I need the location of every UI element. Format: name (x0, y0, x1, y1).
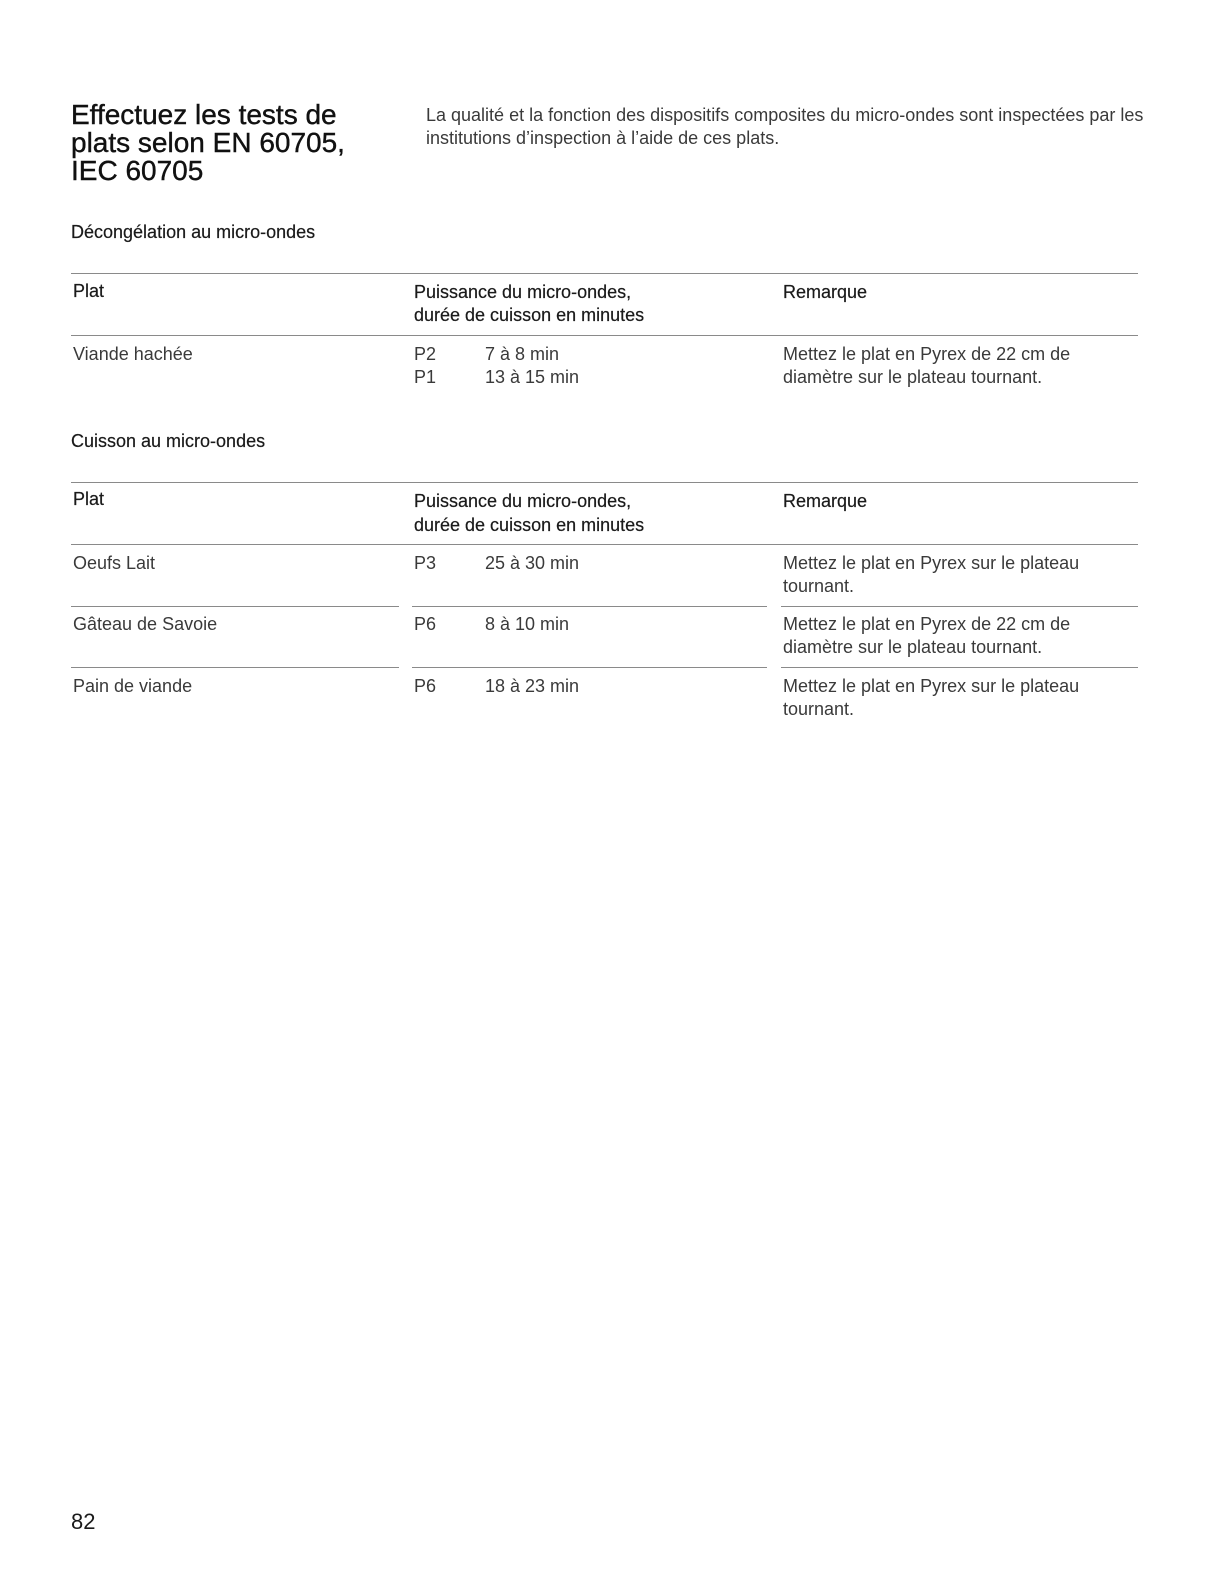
page-title: Effectuez les tests de plats selon EN 60705, IEC 60705 (71, 99, 345, 186)
defrost-section-title: Décongélation au micro-ondes (71, 222, 316, 242)
table-row-remark-line1: Mettez le plat en Pyrex sur le plateau (783, 553, 1080, 573)
cooking-table-top-rule (71, 482, 1138, 483)
table-row-remark-line2: diamètre sur le plateau tournant. (783, 367, 1043, 387)
cooking-time: 7 à 8 min (485, 344, 560, 364)
table-row-remark-line1: Mettez le plat en Pyrex sur le plateau (783, 676, 1080, 696)
cooking-header-power-line2: durée de cuisson en minutes (414, 515, 645, 535)
cooking-time: 25 à 30 min (485, 553, 580, 573)
table-row-dish: Gâteau de Savoie (73, 614, 218, 634)
defrost-header-power-line1: Puissance du micro-ondes, (414, 282, 632, 302)
cooking-header-power-line1: Puissance du micro-ondes, (414, 491, 632, 511)
cooking-time: 8 à 10 min (485, 614, 570, 634)
table-row-dish: Viande hachée (73, 344, 193, 364)
row-rule-remark (781, 606, 1138, 607)
defrost-header-remark: Remarque (783, 282, 868, 302)
page-number: 82 (71, 1509, 96, 1534)
power-level: P3 (414, 553, 437, 573)
table-row-remark-line2: tournant. (783, 576, 855, 596)
cooking-time: 18 à 23 min (485, 676, 580, 696)
cooking-header-rule (71, 544, 1138, 545)
cooking-header-dish: Plat (73, 489, 105, 509)
cooking-time: 13 à 15 min (485, 367, 580, 387)
power-level: P2 (414, 344, 437, 364)
table-row-remark-line2: tournant. (783, 699, 855, 719)
table-row-dish: Pain de viande (73, 676, 193, 696)
power-level: P6 (414, 614, 437, 634)
table-row-remark-line1: Mettez le plat en Pyrex de 22 cm de (783, 614, 1071, 634)
cooking-section-title: Cuisson au micro-ondes (71, 431, 266, 451)
defrost-header-power-line2: durée de cuisson en minutes (414, 305, 645, 325)
table-row-dish: Oeufs Lait (73, 553, 156, 573)
intro-paragraph: La qualité et la fonction des dispositifs composites du micro-ondes sont inspectées par les institutions d’inspection à l’aide de ces plats. (426, 105, 1144, 148)
power-level: P6 (414, 676, 437, 696)
row-rule-remark (781, 667, 1138, 668)
defrost-table-top-rule (71, 273, 1138, 274)
defrost-header-rule (71, 335, 1138, 336)
row-rule-power (412, 667, 767, 668)
cooking-header-remark: Remarque (783, 491, 868, 511)
power-level: P1 (414, 367, 437, 387)
table-row-remark-line1: Mettez le plat en Pyrex de 22 cm de (783, 344, 1071, 364)
row-rule-dish (71, 606, 399, 607)
row-rule-dish (71, 667, 399, 668)
row-rule-power (412, 606, 767, 607)
defrost-header-dish: Plat (73, 281, 105, 301)
table-row-remark-line2: diamètre sur le plateau tournant. (783, 637, 1043, 657)
